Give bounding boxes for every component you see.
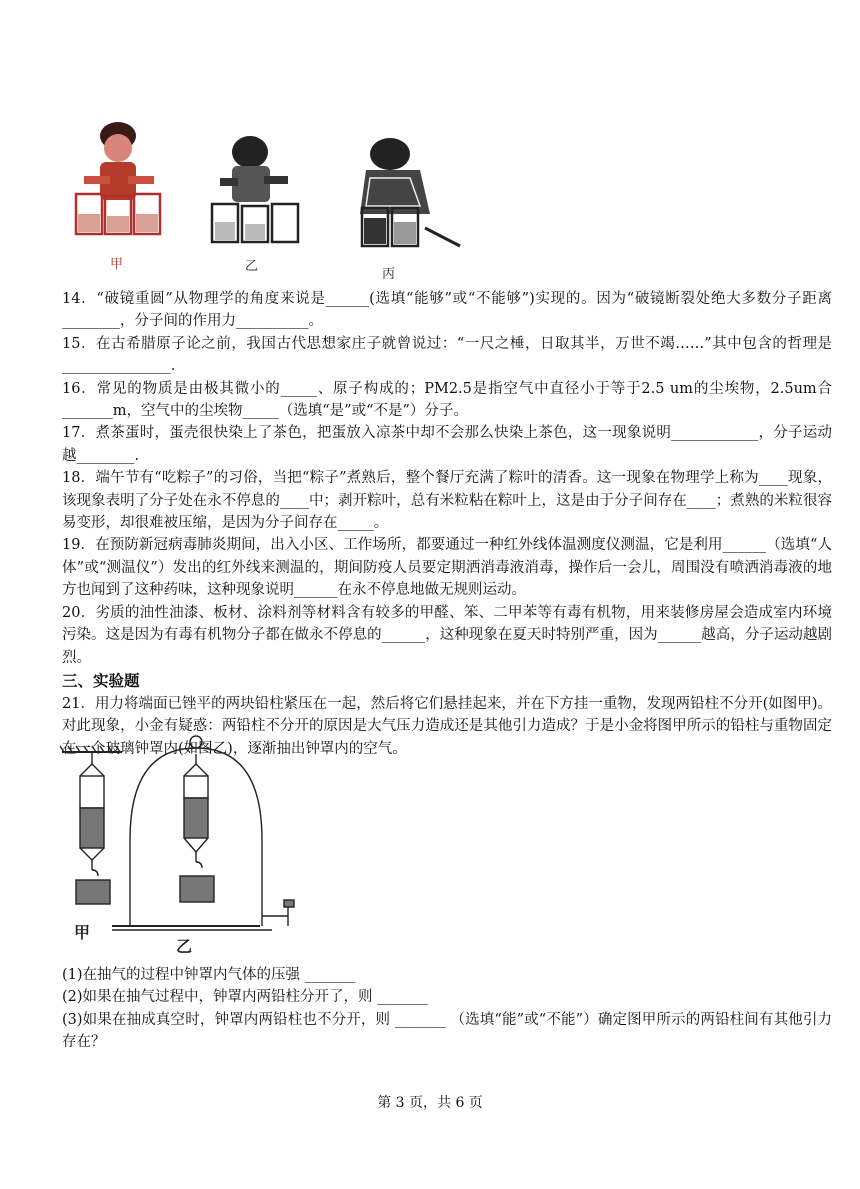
subquestion-2: (2)如果在抽气过程中，钟罩内两铅柱分开了，则 _______ xyxy=(62,989,428,1006)
figure-jia-apparatus xyxy=(60,746,122,904)
question-18: 18．端午节有“吃粽子”的习俗，当把“粽子”煮熟后，整个餐厅充满了粽叶的清香。这一现象在物理学上称为____现象，该现象表明了分子处在永不停息的____中；剥开粽叶，总有米粒粘在粽叶上，这是由于分子间存在____；煮熟的米粒很容易变形，却很难被压缩，是因为分子间存在_____。 xyxy=(62,470,832,532)
figure-bing-label: 丙 xyxy=(382,267,396,282)
figure-yi-child xyxy=(212,136,298,242)
figure-jia-child xyxy=(76,122,160,234)
figure-bing-child xyxy=(360,138,460,246)
figure-jia-label: 甲 xyxy=(110,257,124,272)
question-list xyxy=(62,288,832,760)
question-17: 17．煮茶蛋时，蛋壳很快染上了茶色，把蛋放入凉茶中却不会那么快染上茶色，这一现象说明____________，分子运动越________. xyxy=(62,425,832,464)
question-19: 19．在预防新冠病毒肺炎期间，出入小区、工作场所，都要通过一种红外线体温测度仪测温，它是利用______（选填“人体”或“测温仪”）发出的红外线来测温的，期间防疫人员要定期洒消毒液消毒，操作后一会儿，周围没有喷洒消毒液的地方也闻到了这种药味，这种现象说明______在永不停息地做无规则运动。 xyxy=(62,537,832,599)
question-14: 14．“破镜重圆”从物理学的角度来说是______(选填“能够”或“不能够”)实现的。因为“破镜断裂处绝大多数分子距离________，分子间的作用力__________。 xyxy=(62,291,832,330)
figure-exp-jia-label: 甲 xyxy=(74,923,91,942)
subquestion-1: (1)在抽气的过程中钟罩内气体的压强 _______ xyxy=(62,967,356,983)
page-footer: 第 3 页，共 6 页 xyxy=(377,1095,483,1111)
question-20: 20．劣质的油性油漆、板材、涂料剂等材料含有较多的甲醛、笨、二甲苯等有毒有机物，用来装修房屋会造成室内环境污染。这是因为有毒有机物分子都在做永不停息的______，这种现象在夏天时特别严重，因为______越高，分子运动越剧烈。 xyxy=(62,604,832,666)
bell-jar xyxy=(112,736,294,930)
subquestion-3: (3)如果在抽成真空时，钟罩内两铅柱也不分开，则 _______ （选填“能”或“不能”）确定图甲所示的两铅柱间有其他引力存在？ xyxy=(62,1011,832,1051)
question-15: 15．在古希腊原子论之前，我国古代思想家庄子就曾说过：“一尺之棰，日取其半，万世不竭……”其中包含的哲理是_______________. xyxy=(62,335,832,375)
figure-yi-label: 乙 xyxy=(245,259,259,274)
section-title-experiment: 三、实验题 xyxy=(62,671,140,690)
question-21: 21．用力将端面已锉平的两块铅柱紧压在一起，然后将它们悬挂起来，并在下方挂一重物，发现两铅柱不分开(如图甲)。对此现象，小金有疑惑：两铅柱不分开的原因是大气压力造成还是其他引力造成？于是小金将图甲所示的铅柱与重物固定在一个玻璃钟罩内(如图乙)，逐渐抽出钟罩内的空气。 xyxy=(62,695,832,757)
question-16: 16．常见的物质是由极其微小的_____、原子构成的；PM2.5是指空气中直径小于等于2.5 um的尘埃物，2.5um合_______m，空气中的尘埃物_____（选填“是”或“不是”）分子。 xyxy=(62,380,832,420)
subquestion-list xyxy=(62,964,832,1054)
figure-exp-yi-label: 乙 xyxy=(176,937,193,956)
lead-cylinder-bell-jar-figure xyxy=(60,730,320,960)
children-experiment-figure xyxy=(70,118,490,283)
